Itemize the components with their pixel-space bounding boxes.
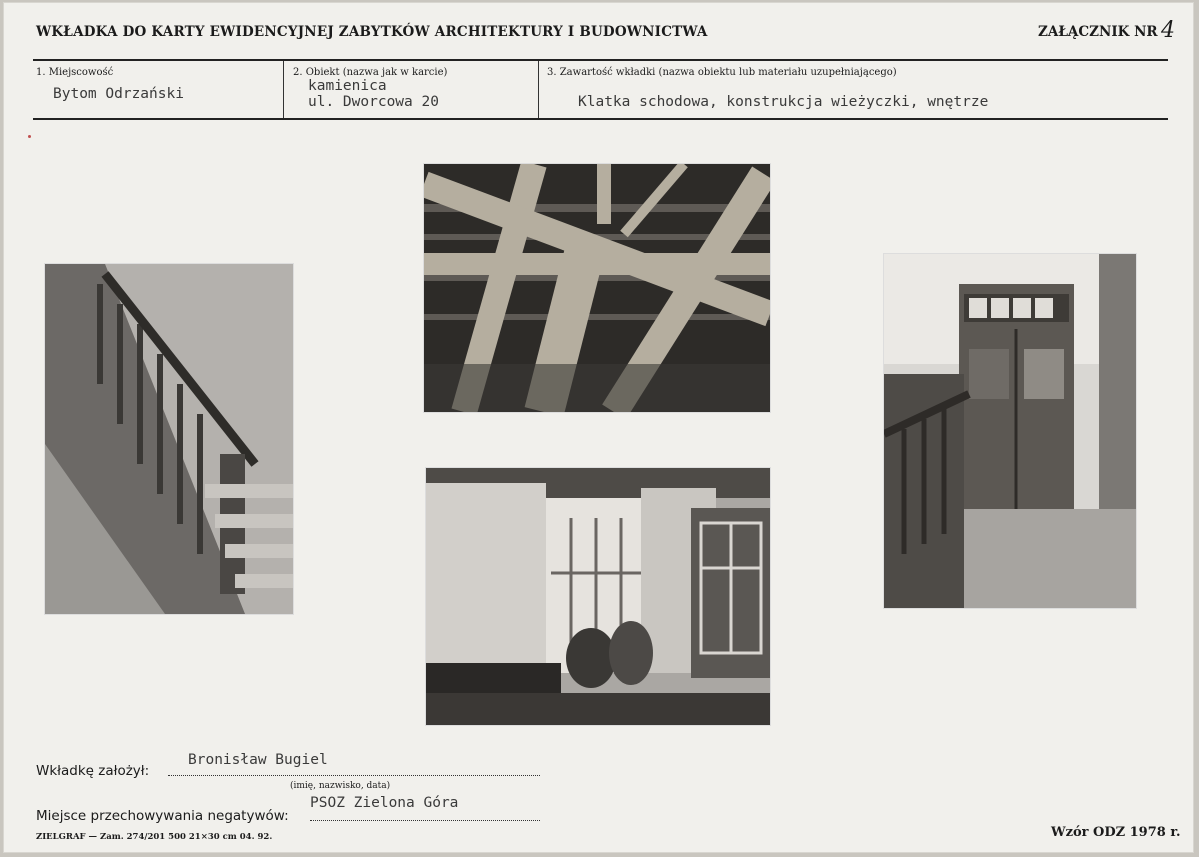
inventory-card-sheet (3, 2, 1194, 853)
header-top-rule (33, 59, 1168, 61)
created-by-label: Wkładkę założył: (36, 763, 150, 779)
negatives-line (310, 820, 540, 821)
staircase-image (45, 264, 293, 614)
annex-number: 4 (1161, 18, 1175, 43)
entrance-door-image (884, 254, 1136, 608)
roof-truss-photo (424, 164, 770, 412)
interior-room-photo (426, 468, 770, 725)
form-id: Wzór ODZ 1978 r. (1051, 825, 1181, 840)
object-label: 2. Obiekt (nazwa jak w karcie) (293, 67, 448, 78)
locality-value: Bytom Odrzański (53, 86, 184, 102)
printer-info: ZIELGRAF — Zam. 274/201 500 21×30 cm 04. 92. (36, 832, 273, 842)
negatives-value: PSOZ Zielona Góra (310, 795, 459, 811)
interior-room-image (426, 468, 770, 725)
object-value-line2: ul. Dworcowa 20 (308, 94, 439, 110)
header-bottom-rule (33, 118, 1168, 120)
annex-label: ZAŁĄCZNIK NR (1038, 24, 1158, 40)
ink-mark (28, 135, 31, 138)
staircase-photo (45, 264, 293, 614)
contents-label: 3. Zawartość wkładki (nazwa obiektu lub materiału uzupełniającego) (547, 67, 897, 78)
created-by-hint: (imię, nazwisko, data) (290, 781, 391, 791)
negatives-label: Miejsce przechowywania negatywów: (36, 808, 289, 824)
card-title: WKŁADKA DO KARTY EWIDENCYJNEJ ZABYTKÓW ARCHITEKTURY I BUDOWNICTWA (36, 24, 708, 40)
object-value-line1: kamienica (308, 78, 387, 94)
roof-truss-image (424, 164, 770, 412)
contents-value: Klatka schodowa, konstrukcja wieżyczki, wnętrze (578, 94, 989, 110)
field-divider-2 (538, 61, 539, 118)
entrance-door-photo (884, 254, 1136, 608)
locality-label: 1. Miejscowość (36, 67, 114, 78)
created-by-value: Bronisław Bugiel (188, 752, 328, 768)
field-divider-1 (283, 61, 284, 118)
created-by-line (168, 775, 540, 776)
